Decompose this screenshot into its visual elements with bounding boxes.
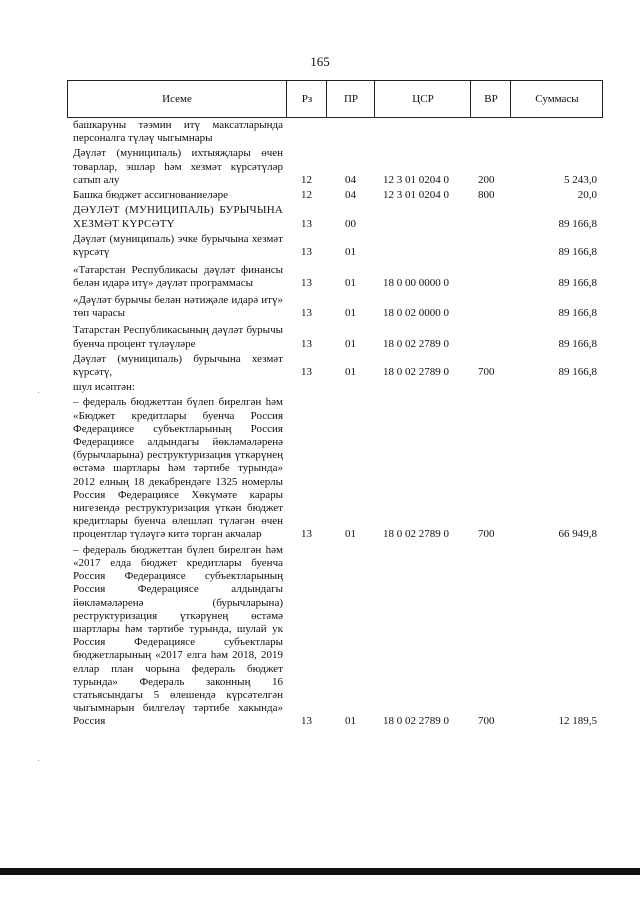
- row-pr: 01: [345, 276, 356, 289]
- row-pr: 01: [345, 337, 356, 350]
- row-sum: 20,0: [577, 189, 597, 202]
- row-csr: 18 0 00 0000 0: [383, 276, 449, 289]
- row-vr: 200: [478, 173, 495, 186]
- table-row: [0, 233, 640, 259]
- page-number: 165: [310, 54, 330, 69]
- row-name: Дәүләт (муниципаль) эчке бурычына хезмәт күрсәтү: [73, 233, 283, 259]
- row-name: Татарстан Республикасының дәүләт бурычы буенча процент түләүләре: [73, 324, 283, 350]
- row-sum: 5 243,0: [564, 173, 597, 186]
- table-row: [0, 119, 640, 145]
- row-rz: 13: [301, 528, 312, 541]
- row-vr: 700: [478, 715, 495, 728]
- table-row: [0, 381, 640, 394]
- row-sum: 66 949,8: [558, 528, 597, 541]
- row-sum: 89 166,8: [558, 276, 597, 289]
- row-name: шул исәптән:: [73, 381, 135, 394]
- row-sum: 12 189,5: [558, 715, 597, 728]
- row-name: – федераль бюджеттан бүлеп бирелгән һәм «2017 елда бюджет кредитлары буенча Россия Федерациясе субъектларының Россия Федерациясе алдындагы йөкләмәләренә (бурычларына) реструктуризация үткәрүнең өстәмә шартлары һәм тәртибе турында, шулай ук Россия Федерациясе субъектлары бюджетларының «2017 елга һәм 2018, 2019 еллар план чорына федераль бюджет турында» Федераль законның 16 статьясындагы 5 өлешендә күрсәтелгән чыгымнарын билгеләү тәртибе хакында» Россия: [73, 543, 283, 728]
- row-rz: 13: [301, 307, 312, 320]
- table-row: [0, 264, 640, 290]
- row-sum: 89 166,8: [558, 307, 597, 320]
- row-name: Дәүләт (муниципаль) бурычына хезмәт күрсәтү,: [73, 352, 283, 379]
- row-rz: 13: [301, 337, 312, 350]
- table-row: [0, 544, 640, 729]
- table-row: [0, 147, 640, 187]
- row-csr: 12 3 01 0204 0: [383, 189, 449, 202]
- header-rz: Рз: [286, 81, 327, 117]
- row-name: – федераль бюджеттан бүлеп бирелгән һәм «Бюджет кредитлары буенча Россия Федерациясе субъектларының Россия Федерациясе алдындагы йөкләмәләренә (бурычларына) реструктуризация үткәрүнең өстәмә шартлары һәм тәртибе турында» 2012 елның 18 декабрендәге 1325 номерлы Россия Федерациясе Хөкүмәте карары нигезендә реструктуризация үткән бюджет кредитлары буенча өлешләп түләгән өчен процентлар түләүгә китә торган акчалар: [73, 396, 283, 541]
- row-csr: 18 0 02 0000 0: [383, 307, 449, 320]
- table-row: [0, 396, 640, 541]
- row-rz: 13: [301, 715, 312, 728]
- row-rz: 13: [301, 218, 312, 231]
- row-vr: 700: [478, 366, 495, 379]
- row-vr: 700: [478, 528, 495, 541]
- row-csr: 18 0 02 2789 0: [383, 715, 449, 728]
- row-csr: 18 0 02 2789 0: [383, 366, 449, 379]
- row-csr: 12 3 01 0204 0: [383, 173, 449, 186]
- row-sum: 89 166,8: [558, 218, 597, 231]
- row-pr: 01: [345, 246, 356, 259]
- row-rz: 13: [301, 246, 312, 259]
- row-rz: 13: [301, 276, 312, 289]
- header-name: Исеме: [162, 93, 192, 105]
- row-pr: 01: [345, 307, 356, 320]
- row-pr: 01: [345, 366, 356, 379]
- budget-table-body: [0, 119, 640, 729]
- row-pr: 04: [345, 189, 356, 202]
- row-csr: 18 0 02 2789 0: [383, 528, 449, 541]
- header-csr: ЦСР: [374, 81, 471, 117]
- row-sum: 89 166,8: [558, 337, 597, 350]
- row-rz: 13: [301, 366, 312, 379]
- row-pr: 01: [345, 715, 356, 728]
- row-name: «Дәүләт бурычы белән нәтиҗәле идарә итү» төп чарасы: [73, 294, 283, 320]
- scan-mark: [38, 760, 39, 761]
- row-csr: 18 0 02 2789 0: [383, 337, 449, 350]
- row-name: ДӘҮЛӘТ (МУНИЦИПАЛЬ) БУРЫЧЫНА ХЕЗМӘТ КҮРСӘТҮ: [73, 204, 283, 230]
- table-row: [0, 189, 640, 202]
- row-name: Башка бюджет ассигнованиеләре: [73, 189, 228, 202]
- table-row: [0, 353, 640, 379]
- row-pr: 00: [345, 218, 356, 231]
- header-pr: ПР: [326, 81, 375, 117]
- row-sum: 89 166,8: [558, 366, 597, 379]
- row-name: Дәүләт (муниципаль) ихтыяҗлары өчен товарлар, эшләр һәм хезмәт күрсәтүләр сатып алу: [73, 147, 283, 186]
- row-vr: 800: [478, 189, 495, 202]
- row-rz: 12: [301, 189, 312, 202]
- table-row: [0, 294, 640, 320]
- table-row: [0, 324, 640, 350]
- row-rz: 12: [301, 173, 312, 186]
- table-row: [0, 204, 640, 231]
- scan-edge-bar: [0, 868, 640, 875]
- header-vr: ВР: [470, 81, 511, 117]
- row-sum: 89 166,8: [558, 246, 597, 259]
- header-sum: Суммасы: [510, 81, 603, 117]
- table-header: [67, 80, 603, 118]
- row-pr: 04: [345, 173, 356, 186]
- row-name: «Татарстан Республикасы дәүләт финансы белән идарә итү» дәүләт программасы: [73, 263, 283, 289]
- row-name: башкаруны тәэмин итү максатларында персоналга түләү чыгымнары: [73, 119, 283, 145]
- scan-mark: [38, 392, 39, 393]
- row-pr: 01: [345, 528, 356, 541]
